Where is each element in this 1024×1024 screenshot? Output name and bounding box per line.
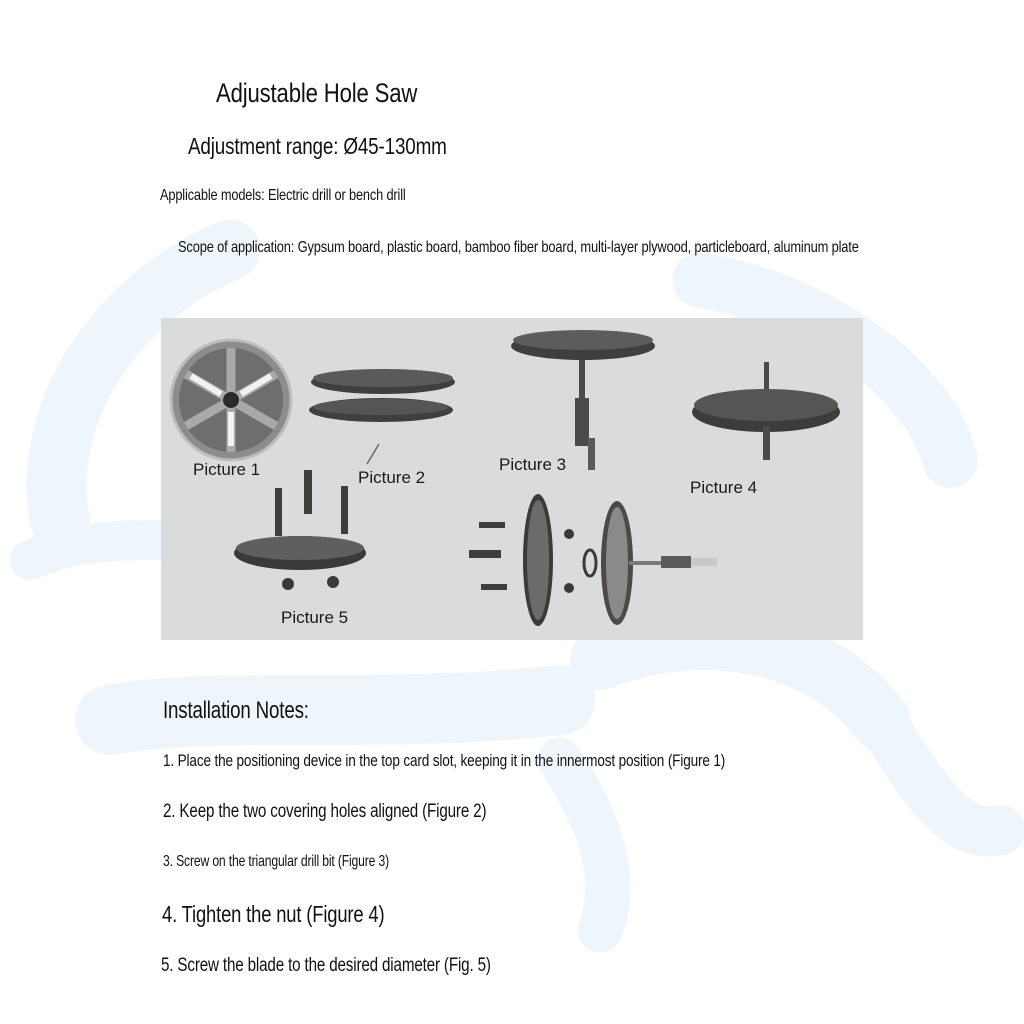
picture-5-label: Picture 5	[281, 608, 349, 627]
assembly-illustration	[161, 318, 863, 640]
picture-2-discs-icon	[309, 369, 455, 464]
picture-3-label: Picture 3	[499, 455, 567, 474]
picture-4-assembled-icon	[692, 362, 840, 460]
picture-2-label: Picture 2	[358, 468, 426, 487]
installation-notes-heading: Installation Notes:	[163, 697, 309, 724]
picture-3-arbor-icon	[511, 330, 655, 470]
picture-1-disc-icon	[171, 340, 291, 460]
picture-4-label: Picture 4	[690, 478, 758, 497]
picture-1-label: Picture 1	[193, 460, 261, 479]
installation-step-5: 5. Screw the blade to the desired diameter (Fig. 5)	[161, 955, 491, 976]
assembly-figure	[161, 318, 863, 640]
exploded-view-icon	[469, 494, 717, 626]
adjustment-range: Adjustment range: Ø45-130mm	[188, 133, 447, 159]
scope-of-application: Scope of application: Gypsum board, plastic board, bamboo fiber board, multi-layer plywood, particleboard, aluminum plate	[178, 239, 859, 256]
installation-step-1: 1. Place the positioning device in the top card slot, keeping it in the innermost position (Figure 1)	[163, 751, 726, 770]
installation-step-4: 4. Tighten the nut (Figure 4)	[162, 901, 385, 927]
applicable-models: Applicable models: Electric drill or bench drill	[160, 187, 406, 204]
picture-5-blades-icon	[234, 470, 366, 590]
document-title: Adjustable Hole Saw	[216, 78, 418, 108]
installation-step-3: 3. Screw on the triangular drill bit (Figure 3)	[163, 853, 390, 870]
installation-step-2: 2. Keep the two covering holes aligned (Figure 2)	[163, 801, 487, 822]
